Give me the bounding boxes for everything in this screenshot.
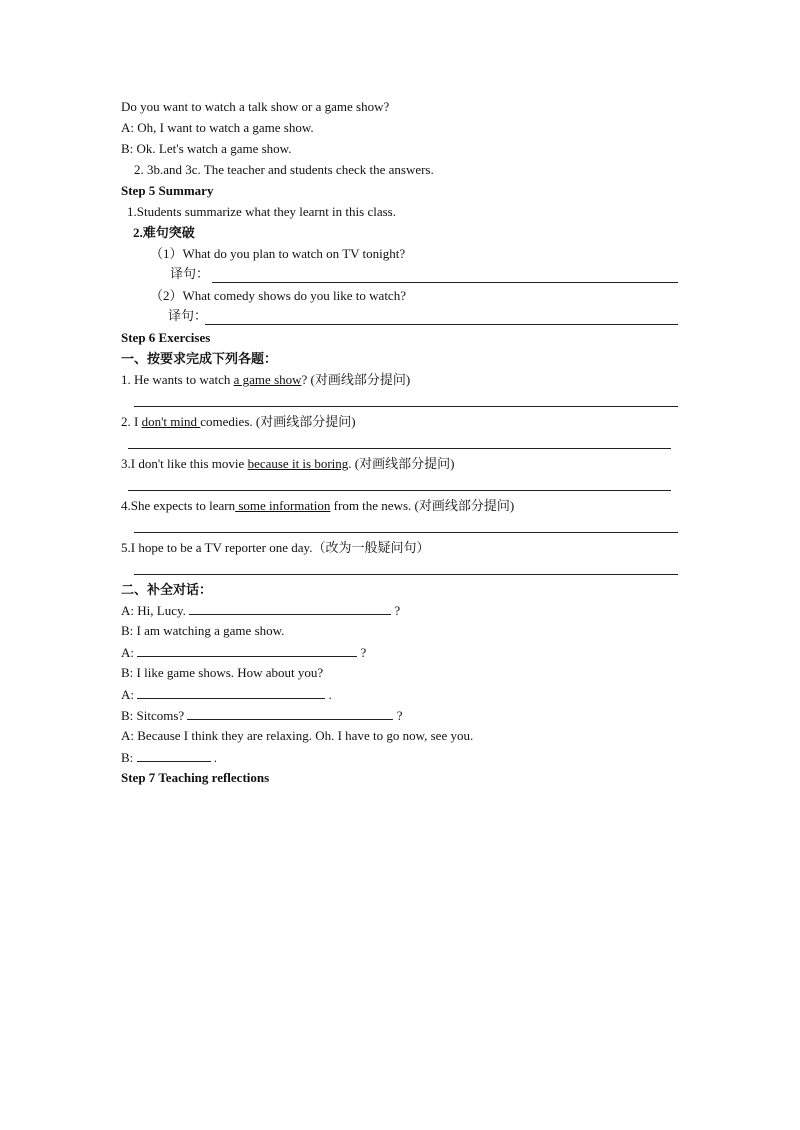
question-instruction: from the news. (对画线部分提问) — [330, 498, 515, 513]
dialogue-line-4: B: I like game shows. How about you? — [121, 665, 324, 680]
speaker-text: A: Hi, Lucy. — [121, 603, 190, 618]
speaker-text: B: Sitcoms? — [121, 708, 188, 723]
difficult-sentence-1: （1）What do you plan to watch on TV tonight? — [150, 246, 406, 261]
dialogue-line-3 — [121, 644, 366, 661]
dialogue-line-8 — [121, 749, 217, 766]
step5-heading: Step 5 Summary — [121, 183, 214, 198]
difficult-sentence-2: （2）What comedy shows do you like to watch? — [150, 288, 406, 303]
underlined-phrase: because it is boring — [247, 456, 349, 471]
translation-label-1: 译句： — [170, 266, 210, 281]
question-text: 1. He wants to watch — [121, 372, 234, 387]
underlined-phrase: a game show — [233, 372, 302, 387]
dialogue-blank-1[interactable] — [189, 602, 391, 615]
step7-heading: Step 7 Teaching reflections — [121, 770, 270, 785]
question-instruction: . (对画线部分提问) — [348, 456, 455, 471]
question-text: 3.I don't like this movie — [121, 456, 248, 471]
exercise-question-4 — [121, 498, 514, 514]
dialogue-line-7: A: Because I think they are relaxing. Oh. I have to go now, see you. — [121, 728, 474, 743]
question-text: 4.She expects to learn — [121, 498, 236, 513]
dialog-line-question: Do you want to watch a talk show or a game show? — [121, 99, 390, 114]
dialog-line-b: B: Ok. Let's watch a game show. — [121, 141, 292, 156]
answer-line-3[interactable] — [128, 490, 671, 491]
translation-answer-line-1[interactable] — [212, 282, 678, 283]
answer-line-1[interactable] — [134, 406, 678, 407]
dialogue-line-6 — [121, 707, 402, 724]
answer-line-4[interactable] — [134, 532, 678, 533]
answer-line-5[interactable] — [134, 574, 678, 575]
question-instruction: comedies. (对画线部分提问) — [200, 414, 356, 429]
answer-line-2[interactable] — [128, 448, 671, 449]
punctuation: . — [325, 687, 332, 702]
underlined-phrase: some information — [235, 498, 331, 513]
punctuation: ? — [357, 645, 367, 660]
question-text: 2. I — [121, 414, 142, 429]
exercise-part1-heading: 一、按要求完成下列各题： — [121, 351, 278, 366]
question-instruction: ? (对画线部分提问) — [301, 372, 411, 387]
exercise-question-3 — [121, 456, 454, 472]
dialogue-blank-2[interactable] — [137, 644, 357, 657]
dialogue-line-1 — [121, 602, 400, 619]
speaker-text: B: — [121, 750, 137, 765]
translation-answer-line-2[interactable] — [205, 324, 678, 325]
speaker-text: A: — [121, 687, 138, 702]
exercise-question-1 — [121, 372, 410, 388]
dialogue-line-5 — [121, 686, 332, 703]
dialogue-line-2: B: I am watching a game show. — [121, 623, 285, 638]
exercise-question-2 — [121, 414, 356, 430]
punctuation: ? — [391, 603, 401, 618]
dialogue-blank-5[interactable] — [137, 749, 211, 762]
speaker-text: A: — [121, 645, 138, 660]
punctuation: . — [210, 750, 218, 765]
check-answers-line: 2. 3b.and 3c. The teacher and students check the answers. — [134, 162, 434, 177]
summary-item-1: 1.Students summarize what they learnt in this class. — [127, 204, 396, 219]
dialogue-blank-3[interactable] — [137, 686, 325, 699]
underlined-phrase: don't mind — [141, 414, 201, 429]
summary-item-2-heading: 2.难句突破 — [133, 225, 195, 240]
dialog-line-a: A: Oh, I want to watch a game show. — [121, 120, 314, 135]
dialogue-blank-4[interactable] — [187, 707, 393, 720]
punctuation: ? — [393, 708, 403, 723]
translation-label-2: 译句： — [168, 308, 208, 323]
step6-heading: Step 6 Exercises — [121, 330, 211, 345]
exercise-question-5: 5.I hope to be a TV reporter one day.（改为一般疑问句） — [121, 540, 430, 555]
exercise-part2-heading: 二、补全对话： — [121, 582, 213, 597]
